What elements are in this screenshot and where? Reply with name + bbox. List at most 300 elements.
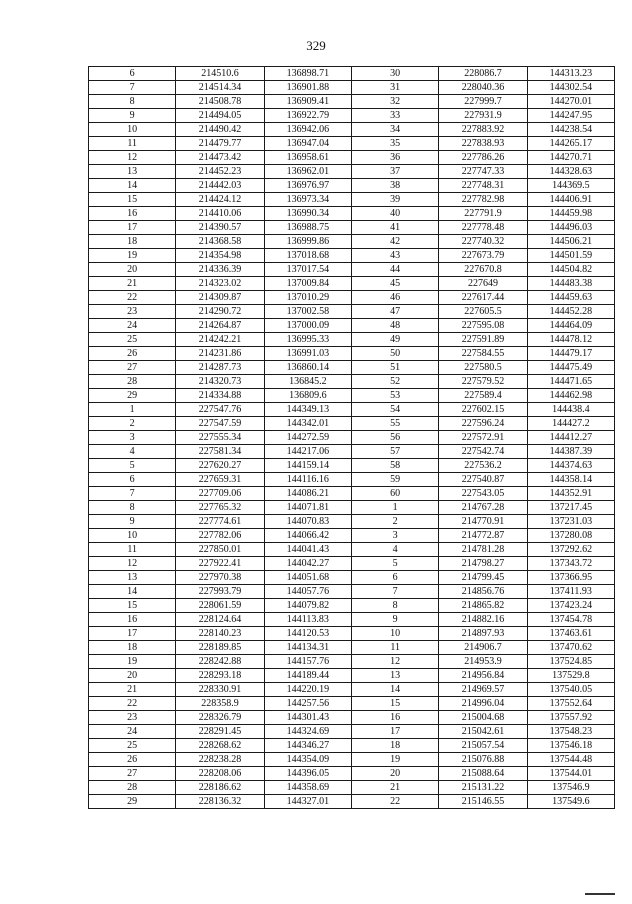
y-coordinate-cell: 137280.08 xyxy=(527,529,614,543)
x-coordinate-cell: 214799.45 xyxy=(439,571,527,585)
y-coordinate-cell: 137018.68 xyxy=(264,249,351,263)
x-coordinate-cell: 215004.68 xyxy=(439,711,527,725)
y-coordinate-cell: 136860.14 xyxy=(264,361,351,375)
x-coordinate-cell: 214264.87 xyxy=(176,319,264,333)
y-coordinate-cell: 137544.01 xyxy=(527,767,614,781)
x-coordinate-cell: 214336.39 xyxy=(176,263,264,277)
point-number-cell: 3 xyxy=(89,431,176,445)
table-row xyxy=(89,585,615,599)
x-coordinate-cell: 228208.06 xyxy=(176,767,264,781)
y-coordinate-cell: 137423.24 xyxy=(527,599,614,613)
footer-mark xyxy=(585,893,615,895)
page-number: 329 xyxy=(306,38,326,53)
table-row xyxy=(89,697,615,711)
table-row xyxy=(89,613,615,627)
table-row xyxy=(89,515,615,529)
point-number-cell: 29 xyxy=(89,389,176,403)
x-coordinate-cell: 227591.89 xyxy=(439,333,527,347)
y-coordinate-cell: 144042.27 xyxy=(264,557,351,571)
table-row xyxy=(89,333,615,347)
y-coordinate-cell: 144504.82 xyxy=(527,263,614,277)
point-number-cell: 6 xyxy=(89,67,176,81)
point-number-cell: 11 xyxy=(351,641,438,655)
point-number-cell: 50 xyxy=(351,347,438,361)
y-coordinate-cell: 136976.97 xyxy=(264,179,351,193)
point-number-cell: 12 xyxy=(89,151,176,165)
point-number-cell: 17 xyxy=(351,725,438,739)
x-coordinate-cell: 227791.9 xyxy=(439,207,527,221)
y-coordinate-cell: 137411.93 xyxy=(527,585,614,599)
point-number-cell: 49 xyxy=(351,333,438,347)
coordinates-table xyxy=(88,66,615,809)
point-number-cell: 24 xyxy=(89,319,176,333)
point-number-cell: 26 xyxy=(89,347,176,361)
y-coordinate-cell: 144412.27 xyxy=(527,431,614,445)
point-number-cell: 10 xyxy=(351,627,438,641)
x-coordinate-cell: 214290.72 xyxy=(176,305,264,319)
y-coordinate-cell: 137546.18 xyxy=(527,739,614,753)
point-number-cell: 4 xyxy=(89,445,176,459)
x-coordinate-cell: 228124.64 xyxy=(176,613,264,627)
y-coordinate-cell: 137557.92 xyxy=(527,711,614,725)
x-coordinate-cell: 227605.5 xyxy=(439,305,527,319)
y-coordinate-cell: 144265.17 xyxy=(527,137,614,151)
table-row xyxy=(89,739,615,753)
x-coordinate-cell: 214320.73 xyxy=(176,375,264,389)
x-coordinate-cell: 227589.4 xyxy=(439,389,527,403)
table-row xyxy=(89,221,615,235)
y-coordinate-cell: 137217.45 xyxy=(527,501,614,515)
x-coordinate-cell: 214410.06 xyxy=(176,207,264,221)
x-coordinate-cell: 214231.86 xyxy=(176,347,264,361)
x-coordinate-cell: 227547.76 xyxy=(176,403,264,417)
y-coordinate-cell: 137343.72 xyxy=(527,557,614,571)
point-number-cell: 20 xyxy=(89,669,176,683)
y-coordinate-cell: 144324.69 xyxy=(264,725,351,739)
point-number-cell: 31 xyxy=(351,81,438,95)
point-number-cell: 13 xyxy=(351,669,438,683)
point-number-cell: 15 xyxy=(89,599,176,613)
point-number-cell: 16 xyxy=(89,207,176,221)
point-number-cell: 9 xyxy=(89,515,176,529)
x-coordinate-cell: 214770.91 xyxy=(439,515,527,529)
x-coordinate-cell: 214442.03 xyxy=(176,179,264,193)
y-coordinate-cell: 144374.63 xyxy=(527,459,614,473)
y-coordinate-cell: 144459.98 xyxy=(527,207,614,221)
y-coordinate-cell: 144369.5 xyxy=(527,179,614,193)
point-number-cell: 32 xyxy=(351,95,438,109)
point-number-cell: 6 xyxy=(351,571,438,585)
x-coordinate-cell: 227883.92 xyxy=(439,123,527,137)
x-coordinate-cell: 214969.57 xyxy=(439,683,527,697)
point-number-cell: 37 xyxy=(351,165,438,179)
coordinates-table-body xyxy=(89,67,615,809)
y-coordinate-cell: 144328.63 xyxy=(527,165,614,179)
x-coordinate-cell: 227581.34 xyxy=(176,445,264,459)
y-coordinate-cell: 144041.43 xyxy=(264,543,351,557)
y-coordinate-cell: 137017.54 xyxy=(264,263,351,277)
y-coordinate-cell: 144270.71 xyxy=(527,151,614,165)
y-coordinate-cell: 137552.64 xyxy=(527,697,614,711)
y-coordinate-cell: 144270.01 xyxy=(527,95,614,109)
point-number-cell: 54 xyxy=(351,403,438,417)
x-coordinate-cell: 214510.6 xyxy=(176,67,264,81)
point-number-cell: 12 xyxy=(89,557,176,571)
x-coordinate-cell: 228291.45 xyxy=(176,725,264,739)
y-coordinate-cell: 137366.95 xyxy=(527,571,614,585)
y-coordinate-cell: 144217.06 xyxy=(264,445,351,459)
x-coordinate-cell: 227596.24 xyxy=(439,417,527,431)
y-coordinate-cell: 144272.59 xyxy=(264,431,351,445)
x-coordinate-cell: 228186.62 xyxy=(176,781,264,795)
table-row xyxy=(89,431,615,445)
point-number-cell: 22 xyxy=(89,697,176,711)
x-coordinate-cell: 227572.91 xyxy=(439,431,527,445)
point-number-cell: 1 xyxy=(89,403,176,417)
x-coordinate-cell: 214906.7 xyxy=(439,641,527,655)
y-coordinate-cell: 144120.53 xyxy=(264,627,351,641)
x-coordinate-cell: 214390.57 xyxy=(176,221,264,235)
y-coordinate-cell: 136990.34 xyxy=(264,207,351,221)
x-coordinate-cell: 214798.27 xyxy=(439,557,527,571)
x-coordinate-cell: 214514.34 xyxy=(176,81,264,95)
point-number-cell: 44 xyxy=(351,263,438,277)
x-coordinate-cell: 214767.28 xyxy=(439,501,527,515)
x-coordinate-cell: 227579.52 xyxy=(439,375,527,389)
x-coordinate-cell: 228326.79 xyxy=(176,711,264,725)
table-row xyxy=(89,81,615,95)
x-coordinate-cell: 227542.74 xyxy=(439,445,527,459)
x-coordinate-cell: 227709.06 xyxy=(176,487,264,501)
y-coordinate-cell: 136991.03 xyxy=(264,347,351,361)
point-number-cell: 13 xyxy=(89,571,176,585)
point-number-cell: 28 xyxy=(89,375,176,389)
y-coordinate-cell: 137010.29 xyxy=(264,291,351,305)
y-coordinate-cell: 136988.75 xyxy=(264,221,351,235)
point-number-cell: 14 xyxy=(89,585,176,599)
table-row xyxy=(89,67,615,81)
point-number-cell: 33 xyxy=(351,109,438,123)
table-row xyxy=(89,235,615,249)
point-number-cell: 53 xyxy=(351,389,438,403)
y-coordinate-cell: 144452.28 xyxy=(527,305,614,319)
x-coordinate-cell: 227778.48 xyxy=(439,221,527,235)
table-row xyxy=(89,781,615,795)
y-coordinate-cell: 144459.63 xyxy=(527,291,614,305)
point-number-cell: 36 xyxy=(351,151,438,165)
point-number-cell: 9 xyxy=(89,109,176,123)
point-number-cell: 51 xyxy=(351,361,438,375)
y-coordinate-cell: 137548.23 xyxy=(527,725,614,739)
point-number-cell: 7 xyxy=(89,81,176,95)
y-coordinate-cell: 144189.44 xyxy=(264,669,351,683)
point-number-cell: 21 xyxy=(89,277,176,291)
table-row xyxy=(89,263,615,277)
x-coordinate-cell: 227850.01 xyxy=(176,543,264,557)
point-number-cell: 15 xyxy=(89,193,176,207)
x-coordinate-cell: 228040.36 xyxy=(439,81,527,95)
x-coordinate-cell: 214953.9 xyxy=(439,655,527,669)
y-coordinate-cell: 144354.09 xyxy=(264,753,351,767)
y-coordinate-cell: 137529.8 xyxy=(527,669,614,683)
table-row xyxy=(89,795,615,809)
y-coordinate-cell: 144051.68 xyxy=(264,571,351,585)
point-number-cell: 40 xyxy=(351,207,438,221)
x-coordinate-cell: 228086.7 xyxy=(439,67,527,81)
point-number-cell: 23 xyxy=(89,305,176,319)
y-coordinate-cell: 144358.14 xyxy=(527,473,614,487)
y-coordinate-cell: 136845.2 xyxy=(264,375,351,389)
y-coordinate-cell: 136922.79 xyxy=(264,109,351,123)
point-number-cell: 4 xyxy=(351,543,438,557)
point-number-cell: 9 xyxy=(351,613,438,627)
x-coordinate-cell: 214897.93 xyxy=(439,627,527,641)
table-row xyxy=(89,291,615,305)
y-coordinate-cell: 144427.2 xyxy=(527,417,614,431)
y-coordinate-cell: 144159.14 xyxy=(264,459,351,473)
point-number-cell: 16 xyxy=(351,711,438,725)
point-number-cell: 8 xyxy=(89,95,176,109)
point-number-cell: 12 xyxy=(351,655,438,669)
table-row xyxy=(89,459,615,473)
point-number-cell: 11 xyxy=(89,137,176,151)
y-coordinate-cell: 137524.85 xyxy=(527,655,614,669)
x-coordinate-cell: 227747.33 xyxy=(439,165,527,179)
table-row xyxy=(89,599,615,613)
x-coordinate-cell: 215146.55 xyxy=(439,795,527,809)
y-coordinate-cell: 136973.34 xyxy=(264,193,351,207)
x-coordinate-cell: 227748.31 xyxy=(439,179,527,193)
table-row xyxy=(89,487,615,501)
point-number-cell: 35 xyxy=(351,137,438,151)
point-number-cell: 24 xyxy=(89,725,176,739)
x-coordinate-cell: 214334.88 xyxy=(176,389,264,403)
y-coordinate-cell: 144396.05 xyxy=(264,767,351,781)
x-coordinate-cell: 214242.21 xyxy=(176,333,264,347)
x-coordinate-cell: 214781.28 xyxy=(439,543,527,557)
x-coordinate-cell: 214479.77 xyxy=(176,137,264,151)
x-coordinate-cell: 227580.5 xyxy=(439,361,527,375)
point-number-cell: 30 xyxy=(351,67,438,81)
x-coordinate-cell: 228330.91 xyxy=(176,683,264,697)
x-coordinate-cell: 227782.98 xyxy=(439,193,527,207)
y-coordinate-cell: 136947.04 xyxy=(264,137,351,151)
table-row xyxy=(89,319,615,333)
table-row xyxy=(89,501,615,515)
y-coordinate-cell: 144327.01 xyxy=(264,795,351,809)
table-row xyxy=(89,277,615,291)
point-number-cell: 39 xyxy=(351,193,438,207)
point-number-cell: 57 xyxy=(351,445,438,459)
point-number-cell: 6 xyxy=(89,473,176,487)
point-number-cell: 25 xyxy=(89,739,176,753)
table-row xyxy=(89,179,615,193)
x-coordinate-cell: 227740.32 xyxy=(439,235,527,249)
y-coordinate-cell: 144501.59 xyxy=(527,249,614,263)
point-number-cell: 19 xyxy=(351,753,438,767)
x-coordinate-cell: 214424.12 xyxy=(176,193,264,207)
y-coordinate-cell: 136995.33 xyxy=(264,333,351,347)
table-row xyxy=(89,683,615,697)
table-row xyxy=(89,543,615,557)
x-coordinate-cell: 214865.82 xyxy=(439,599,527,613)
y-coordinate-cell: 144057.76 xyxy=(264,585,351,599)
x-coordinate-cell: 215057.54 xyxy=(439,739,527,753)
x-coordinate-cell: 227838.93 xyxy=(439,137,527,151)
table-row xyxy=(89,753,615,767)
x-coordinate-cell: 215076.88 xyxy=(439,753,527,767)
x-coordinate-cell: 228358.9 xyxy=(176,697,264,711)
table-row xyxy=(89,207,615,221)
point-number-cell: 25 xyxy=(89,333,176,347)
y-coordinate-cell: 144438.4 xyxy=(527,403,614,417)
point-number-cell: 10 xyxy=(89,529,176,543)
x-coordinate-cell: 227649 xyxy=(439,277,527,291)
point-number-cell: 26 xyxy=(89,753,176,767)
x-coordinate-cell: 227543.05 xyxy=(439,487,527,501)
point-number-cell: 55 xyxy=(351,417,438,431)
y-coordinate-cell: 137454.78 xyxy=(527,613,614,627)
x-coordinate-cell: 228238.28 xyxy=(176,753,264,767)
y-coordinate-cell: 144079.82 xyxy=(264,599,351,613)
point-number-cell: 59 xyxy=(351,473,438,487)
y-coordinate-cell: 144157.76 xyxy=(264,655,351,669)
y-coordinate-cell: 144496.03 xyxy=(527,221,614,235)
y-coordinate-cell: 136909.41 xyxy=(264,95,351,109)
y-coordinate-cell: 144238.54 xyxy=(527,123,614,137)
y-coordinate-cell: 137544.48 xyxy=(527,753,614,767)
x-coordinate-cell: 227999.7 xyxy=(439,95,527,109)
x-coordinate-cell: 228293.18 xyxy=(176,669,264,683)
point-number-cell: 28 xyxy=(89,781,176,795)
x-coordinate-cell: 215042.61 xyxy=(439,725,527,739)
point-number-cell: 22 xyxy=(351,795,438,809)
x-coordinate-cell: 214452.23 xyxy=(176,165,264,179)
table-row xyxy=(89,249,615,263)
x-coordinate-cell: 228189.85 xyxy=(176,641,264,655)
y-coordinate-cell: 144478.12 xyxy=(527,333,614,347)
table-row xyxy=(89,123,615,137)
y-coordinate-cell: 136901.88 xyxy=(264,81,351,95)
x-coordinate-cell: 214323.02 xyxy=(176,277,264,291)
y-coordinate-cell: 144116.16 xyxy=(264,473,351,487)
y-coordinate-cell: 144113.83 xyxy=(264,613,351,627)
x-coordinate-cell: 227595.08 xyxy=(439,319,527,333)
point-number-cell: 48 xyxy=(351,319,438,333)
x-coordinate-cell: 227670.8 xyxy=(439,263,527,277)
point-number-cell: 7 xyxy=(351,585,438,599)
y-coordinate-cell: 144220.19 xyxy=(264,683,351,697)
x-coordinate-cell: 227602.15 xyxy=(439,403,527,417)
x-coordinate-cell: 227970.38 xyxy=(176,571,264,585)
y-coordinate-cell: 136942.06 xyxy=(264,123,351,137)
y-coordinate-cell: 136898.71 xyxy=(264,67,351,81)
point-number-cell: 5 xyxy=(89,459,176,473)
y-coordinate-cell: 144349.13 xyxy=(264,403,351,417)
x-coordinate-cell: 214473.42 xyxy=(176,151,264,165)
x-coordinate-cell: 215088.64 xyxy=(439,767,527,781)
y-coordinate-cell: 137002.58 xyxy=(264,305,351,319)
point-number-cell: 18 xyxy=(89,641,176,655)
x-coordinate-cell: 227584.55 xyxy=(439,347,527,361)
point-number-cell: 18 xyxy=(89,235,176,249)
point-number-cell: 20 xyxy=(89,263,176,277)
x-coordinate-cell: 227617.44 xyxy=(439,291,527,305)
table-row xyxy=(89,375,615,389)
x-coordinate-cell: 228061.59 xyxy=(176,599,264,613)
y-coordinate-cell: 144346.27 xyxy=(264,739,351,753)
y-coordinate-cell: 144479.17 xyxy=(527,347,614,361)
y-coordinate-cell: 144247.95 xyxy=(527,109,614,123)
table-row xyxy=(89,725,615,739)
x-coordinate-cell: 227673.79 xyxy=(439,249,527,263)
table-row xyxy=(89,627,615,641)
point-number-cell: 1 xyxy=(351,501,438,515)
point-number-cell: 38 xyxy=(351,179,438,193)
table-row xyxy=(89,529,615,543)
x-coordinate-cell: 227547.59 xyxy=(176,417,264,431)
table-row xyxy=(89,445,615,459)
point-number-cell: 17 xyxy=(89,627,176,641)
x-coordinate-cell: 227620.27 xyxy=(176,459,264,473)
table-row xyxy=(89,417,615,431)
y-coordinate-cell: 144475.49 xyxy=(527,361,614,375)
x-coordinate-cell: 228268.62 xyxy=(176,739,264,753)
point-number-cell: 27 xyxy=(89,767,176,781)
point-number-cell: 42 xyxy=(351,235,438,249)
y-coordinate-cell: 137231.03 xyxy=(527,515,614,529)
table-row xyxy=(89,711,615,725)
x-coordinate-cell: 214882.16 xyxy=(439,613,527,627)
y-coordinate-cell: 144358.69 xyxy=(264,781,351,795)
point-number-cell: 13 xyxy=(89,165,176,179)
x-coordinate-cell: 214287.73 xyxy=(176,361,264,375)
x-coordinate-cell: 227774.61 xyxy=(176,515,264,529)
y-coordinate-cell: 137540.05 xyxy=(527,683,614,697)
x-coordinate-cell: 214856.76 xyxy=(439,585,527,599)
table-row xyxy=(89,193,615,207)
x-coordinate-cell: 214368.58 xyxy=(176,235,264,249)
point-number-cell: 2 xyxy=(351,515,438,529)
table-row xyxy=(89,165,615,179)
point-number-cell: 8 xyxy=(351,599,438,613)
table-row xyxy=(89,557,615,571)
table-row xyxy=(89,669,615,683)
point-number-cell: 3 xyxy=(351,529,438,543)
y-coordinate-cell: 137470.62 xyxy=(527,641,614,655)
y-coordinate-cell: 136999.86 xyxy=(264,235,351,249)
table-row xyxy=(89,137,615,151)
point-number-cell: 22 xyxy=(89,291,176,305)
y-coordinate-cell: 144352.91 xyxy=(527,487,614,501)
point-number-cell: 14 xyxy=(89,179,176,193)
y-coordinate-cell: 144257.56 xyxy=(264,697,351,711)
point-number-cell: 29 xyxy=(89,795,176,809)
point-number-cell: 21 xyxy=(89,683,176,697)
y-coordinate-cell: 137549.6 xyxy=(527,795,614,809)
point-number-cell: 17 xyxy=(89,221,176,235)
y-coordinate-cell: 144086.21 xyxy=(264,487,351,501)
point-number-cell: 60 xyxy=(351,487,438,501)
y-coordinate-cell: 144301.43 xyxy=(264,711,351,725)
point-number-cell: 56 xyxy=(351,431,438,445)
table-row xyxy=(89,151,615,165)
x-coordinate-cell: 227931.9 xyxy=(439,109,527,123)
x-coordinate-cell: 214996.04 xyxy=(439,697,527,711)
y-coordinate-cell: 144406.91 xyxy=(527,193,614,207)
x-coordinate-cell: 214956.84 xyxy=(439,669,527,683)
x-coordinate-cell: 214508.78 xyxy=(176,95,264,109)
